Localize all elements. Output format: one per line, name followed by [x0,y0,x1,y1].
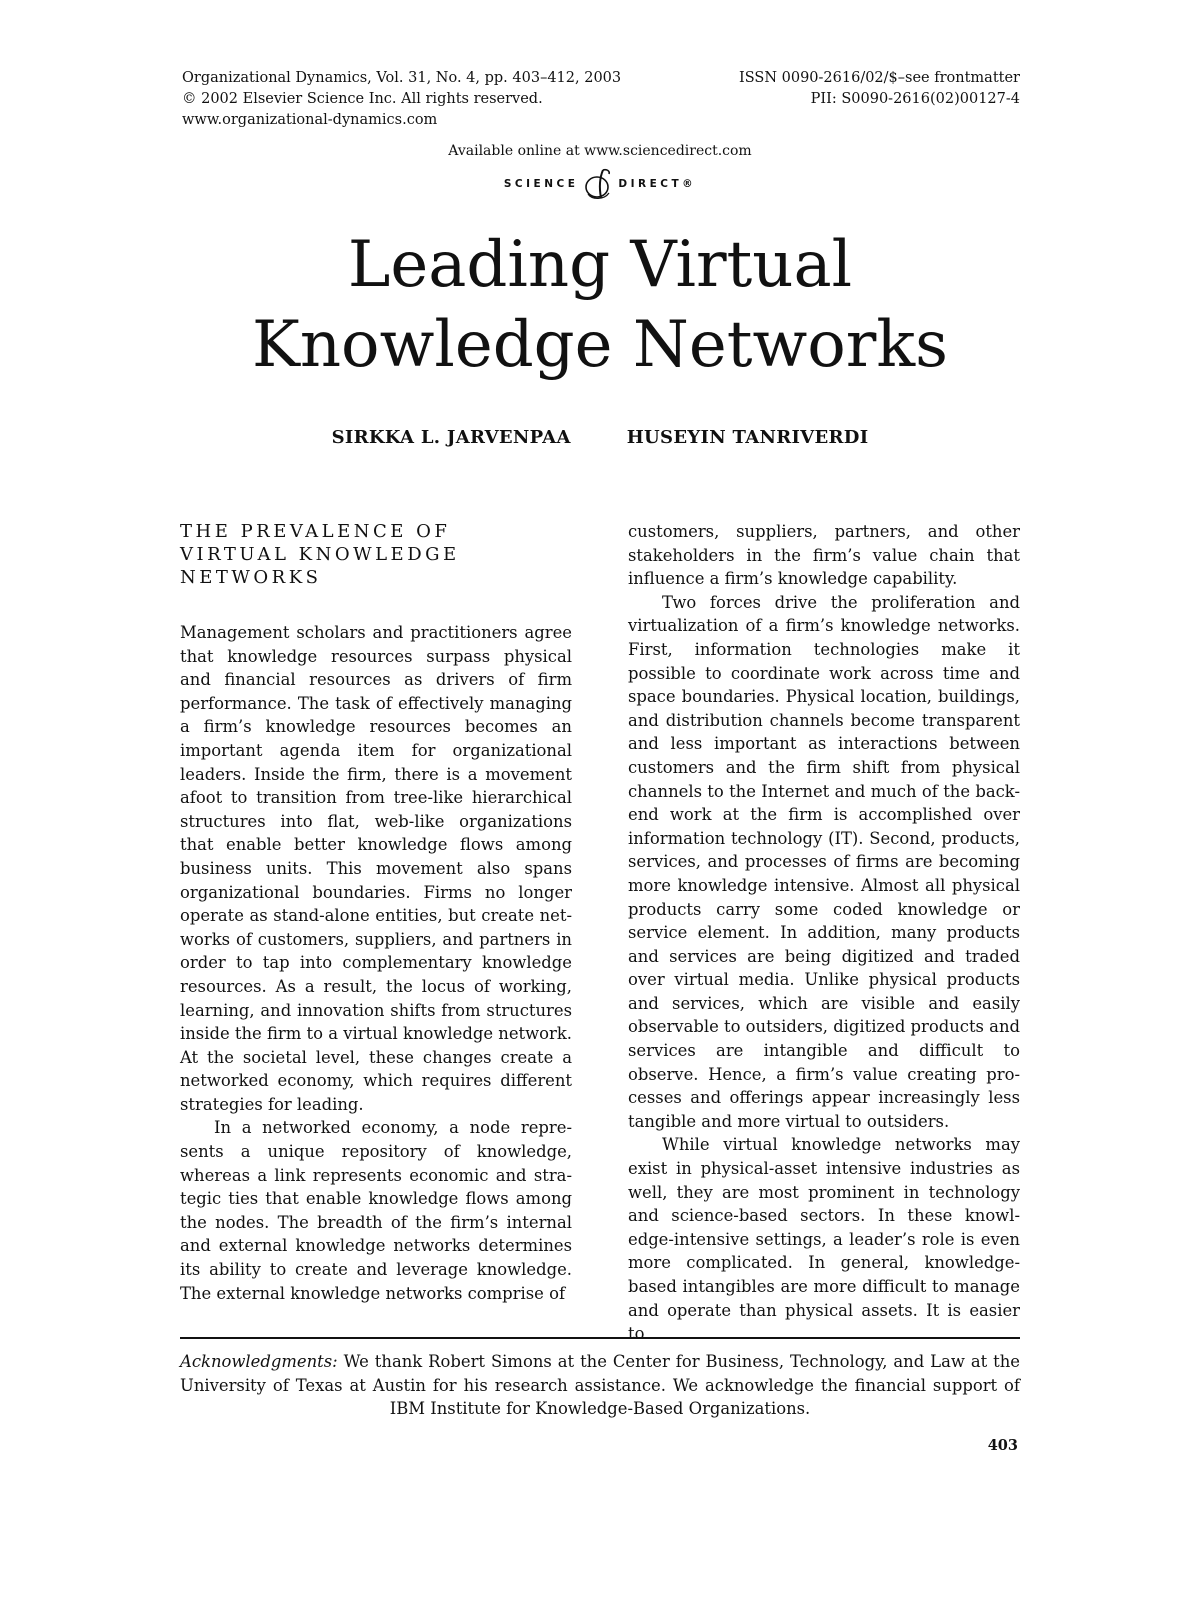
body-paragraph: While virtual knowledge networks may exist in physical-asset intensive industries as well, they are most prominent in technology and science-based sectors. In these knowledge-intensive settings, a leader’s role is even more complicated. In general, knowledge-based intangibles are more difficult to manage and operate than physical assets. It is easier to [628,1135,1020,1344]
availability-note: Available online at www.sciencedirect.com [448,143,752,159]
body-paragraph: Management scholars and practitioners agree that knowledge resources surpass physical and financial resources as drivers of firm performance. The task of effectively managing a firm’s knowledge resources becomes an important agenda item for organizational leaders. Inside the firm, there is a movement afoot to transition from tree-like hierarchical structures into flat, web-like organizations that enable better knowledge flows among business units. This movement also spans organizational boundaries. Firms no longer operate as stand-alone entities, but create networks of customers, suppliers, and partners in order to tap into complementary knowledge resources. As a result, the locus of working, learning, and innovation shifts from structures inside the firm to a virtual knowledge network. At the societal level, these changes create a networked economy, which requires different strategies for leading. [180,623,572,1114]
logo-right-word: DIRECT® [618,178,697,190]
title-line-2: Knowledge Networks [252,308,948,382]
right-column [628,520,1020,1346]
sciencedirect-logo [0,167,1200,201]
title-line-1: Leading Virtual [347,228,853,302]
author-name: HUSEYIN TANRIVERDI [626,427,869,448]
issn-line: ISSN 0090-2616/02/$–see frontmatter [738,70,1020,86]
author-name: SIRKKA L. JARVENPAA [331,427,571,448]
copyright-line: © 2002 Elsevier Science Inc. All rights reserved. [182,91,543,107]
body-paragraph: Two forces drive the proliferation and virtualization of a firm’s knowledge networks. First, information technologies make it possible to coordinate work across time and space boundaries. Physical location, buildings, and distribution channels become transparent and less important as interactions between customers and the firm shift from physical channels to the Internet and much of the back-end work at the firm is accomplished over information technology (IT). Second, products, services, and processes of firms are becoming more knowledge intensive. Almost all physical products carry some coded knowledge or service element. In addition, many products and services are being digitized and traded over virtual media. Unlike physical products and services, which are visible and easily observable to outsiders, digitized products and services are intangible and difficult to observe. Hence, a firm’s value creating processes and offerings appear increasingly less tangible and more virtual to outsiders. [628,592,1020,1131]
section-heading: THE PREVALENCE OF VIRTUAL KNOWLEDGE NETWORKS [180,521,460,588]
acknowledgments-label: Acknowledgments: [180,1352,338,1371]
issn-block [739,68,1020,110]
journal-line: Organizational Dynamics, Vol. 31, No. 4, pp. 403–412, 2003 [182,70,622,86]
journal-citation [182,68,621,131]
body-paragraph: In a networked economy, a node represents a unique repository of knowledge, whereas a link represents economic and strategic ties that enable knowledge flows among the nodes. The breadth of the firm’s internal and external knowledge networks determines its ability to create and leverage knowledge. The external knowledge networks comprise of [180,1118,572,1303]
acknowledgments-text: We thank Robert Simons at the Center for Business, Technology, and Law at the University of Texas at Austin for his research assistance. We acknowledge the financial support of IBM Institute for Knowledge-Based Organizations. [180,1352,1020,1418]
author-list [0,427,1200,448]
acknowledgments-note [180,1350,1020,1421]
logo-left-word: SCIENCE [503,178,579,190]
sciencedirect-d-icon [582,167,614,201]
left-column [180,520,572,1305]
article-title [0,225,1200,385]
footnote-divider [180,1337,1020,1339]
pii-line: PII: S0090-2616(02)00127-4 [810,91,1020,107]
journal-website: www.organizational-dynamics.com [182,112,438,128]
body-paragraph-continued: customers, suppliers, partners, and other stakeholders in the firm’s value chain that influence a firm’s knowledge capability. [628,522,1020,589]
page-number: 403 [987,1437,1018,1454]
